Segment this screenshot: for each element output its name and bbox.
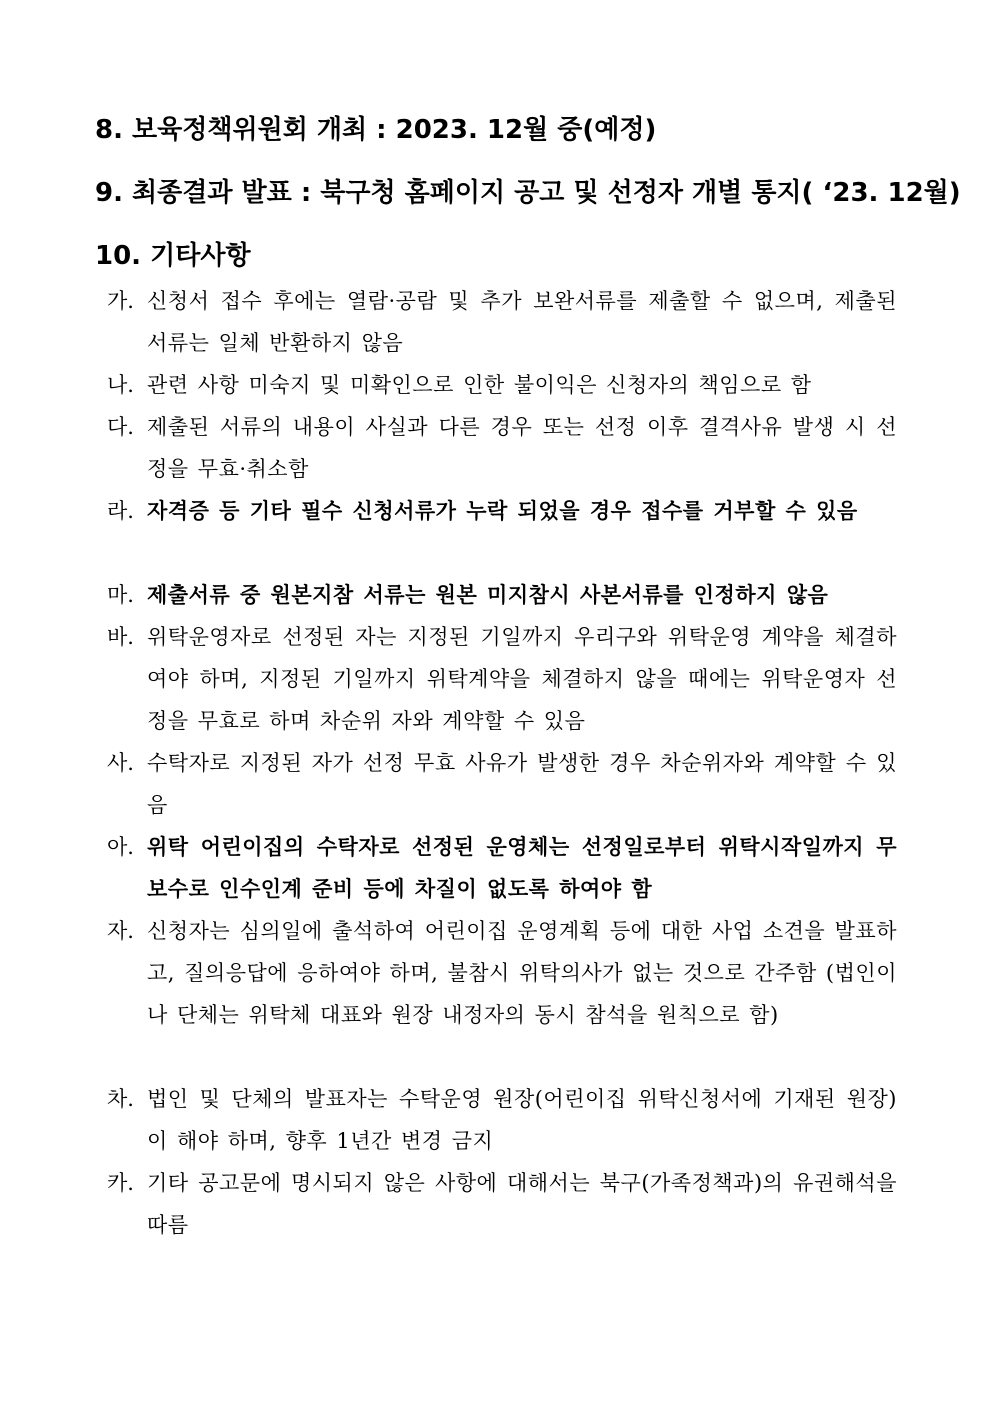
item-text: 기타 공고문에 명시되지 않은 사항에 대해서는 북구(가족정책과)의 유권해석을 따름 bbox=[147, 1171, 897, 1237]
item-marker: 가. bbox=[107, 289, 134, 313]
heading-10: 10. 기타사항 bbox=[95, 241, 251, 271]
item-marker: 사. bbox=[107, 751, 134, 775]
item-text: 제출된 서류의 내용이 사실과 다른 경우 또는 선정 이후 결격사유 발생 시 선정을 무효·취소함 bbox=[147, 415, 897, 481]
list-item bbox=[107, 910, 907, 1036]
item-text: 관련 사항 미숙지 및 미확인으로 인한 불이익은 신청자의 책임으로 함 bbox=[147, 373, 812, 397]
list-item bbox=[107, 1162, 907, 1246]
list-item bbox=[107, 574, 907, 616]
item-marker: 카. bbox=[107, 1171, 134, 1195]
heading-9: 9. 최종결과 발표 : 북구청 홈페이지 공고 및 선정자 개별 통지( ‘23. 12월) bbox=[95, 178, 961, 208]
list-item bbox=[107, 280, 907, 364]
heading-8: 8. 보육정책위원회 개최 : 2023. 12월 중(예정) bbox=[95, 115, 657, 145]
item-text: 신청서 접수 후에는 열람·공람 및 추가 보완서류를 제출할 수 없으며, 제출된 서류는 일체 반환하지 않음 bbox=[147, 289, 897, 355]
item-text: 수탁자로 지정된 자가 선정 무효 사유가 발생한 경우 차순위자와 계약할 수 있음 bbox=[147, 751, 897, 817]
item-marker: 다. bbox=[107, 415, 134, 439]
item-text: 제출서류 중 원본지참 서류는 원본 미지참시 사본서류를 인정하지 않음 bbox=[147, 583, 829, 607]
item-marker: 아. bbox=[107, 835, 134, 859]
item-marker: 나. bbox=[107, 373, 134, 397]
item-marker: 마. bbox=[107, 583, 134, 607]
list-item bbox=[107, 742, 907, 826]
item-marker: 차. bbox=[107, 1087, 134, 1111]
list-item bbox=[107, 490, 907, 532]
item-text: 자격증 등 기타 필수 신청서류가 누락 되었을 경우 접수를 거부할 수 있음 bbox=[147, 499, 858, 523]
item-text: 법인 및 단체의 발표자는 수탁운영 원장(어린이집 위탁신청서에 기재된 원장)이 해야 하며, 향후 1년간 변경 금지 bbox=[147, 1087, 897, 1153]
item-marker: 바. bbox=[107, 625, 134, 649]
list-item bbox=[107, 1078, 907, 1162]
list-item bbox=[107, 406, 907, 490]
item-marker: 라. bbox=[107, 499, 134, 523]
list-item bbox=[107, 826, 907, 910]
list-item bbox=[107, 616, 907, 742]
item-marker: 자. bbox=[107, 919, 134, 943]
list-item bbox=[107, 364, 907, 406]
item-text: 위탁 어린이집의 수탁자로 선정된 운영체는 선정일로부터 위탁시작일까지 무보수로 인수인계 준비 등에 차질이 없도록 하여야 함 bbox=[147, 835, 897, 901]
item-text: 신청자는 심의일에 출석하여 어린이집 운영계획 등에 대한 사업 소견을 발표하고, 질의응답에 응하여야 하며, 불참시 위탁의사가 없는 것으로 간주함 (법인이나 단체는 위탁체 대표와 원장 내정자의 동시 참석을 원칙으로 함) bbox=[147, 919, 897, 1027]
item-text: 위탁운영자로 선정된 자는 지정된 기일까지 우리구와 위탁운영 계약을 체결하여야 하며, 지정된 기일까지 위탁계약을 체결하지 않을 때에는 위탁운영자 선정을 무효로 하며 차순위 자와 계약할 수 있음 bbox=[147, 625, 897, 733]
